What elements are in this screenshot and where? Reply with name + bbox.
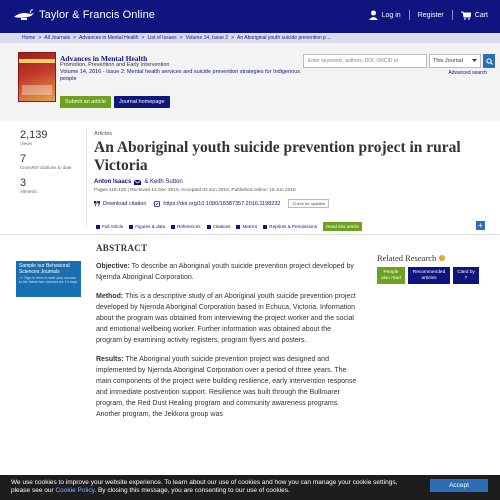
breadcrumb-separator: > [231, 35, 235, 41]
metric-altmetric-value: 3 [20, 177, 27, 189]
cookie-text-line1: We use cookies to improve your website experience. To learn about our use of cookies and how you can manage your cookie settings, [11, 479, 398, 486]
article-authors [94, 179, 484, 185]
tab-label: Full Article [102, 224, 124, 229]
submit-article-button[interactable]: Submit an article [60, 96, 111, 108]
journal-header [0, 43, 500, 121]
brand-name: Taylor & Francis Online [39, 9, 156, 21]
breadcrumb-all-journals[interactable]: All Journals [44, 35, 71, 41]
tab-people-also-read[interactable]: People also read [377, 267, 405, 284]
image-icon [129, 225, 133, 229]
metric-views [20, 130, 82, 146]
cookie-banner [0, 475, 500, 500]
breadcrumb-separator: > [38, 35, 42, 41]
cookie-text-pre: please see our [11, 486, 56, 494]
advanced-search-link[interactable]: Advanced search [448, 70, 487, 76]
tab-label: Figures & data [135, 224, 166, 229]
brand-logo[interactable] [13, 8, 155, 22]
tab-label: References [177, 224, 201, 229]
search-input[interactable]: Enter keywords, authors, DOI, ORCID et [303, 54, 427, 68]
breadcrumb-separator: > [141, 35, 145, 41]
tab-label: Citations [212, 224, 231, 229]
related-tabs [377, 267, 485, 284]
author-link[interactable]: Anton Isaacs [94, 179, 132, 185]
tab-reprints[interactable] [263, 224, 317, 229]
related-heading: Related Research [377, 253, 437, 263]
cart-link[interactable] [461, 11, 488, 20]
divider [86, 128, 87, 228]
article-title: An Aboriginal youth suicide prevention project in rural Victoria [94, 139, 461, 174]
related-heading-row [377, 253, 485, 263]
metric-altmetric-label: Altmetric [20, 189, 38, 194]
references-icon [171, 225, 175, 229]
doi-link[interactable] [154, 201, 280, 207]
tab-recommended-articles[interactable]: Recommended articles [408, 267, 450, 284]
breadcrumb-issues[interactable]: List of Issues [147, 35, 177, 41]
lamp-icon [13, 8, 35, 22]
cookie-text-line2 [11, 487, 489, 495]
abstract-results [96, 354, 358, 420]
search-button[interactable] [483, 54, 495, 68]
abstract-method [96, 291, 358, 346]
breadcrumb-separator: > [179, 35, 183, 41]
tab-references[interactable] [171, 224, 201, 229]
document-icon [96, 225, 100, 229]
metric-views-label: Views [20, 141, 32, 146]
objective-text: To describe an Aboriginal youth suicide prevention project developed by Njernda Aboriginal Corporation. [96, 263, 354, 281]
download-citation-link[interactable] [94, 201, 146, 207]
citations-icon [207, 225, 211, 229]
divider [452, 10, 453, 20]
method-text: This is a descriptive study of an Aboriginal youth suicide prevention project developed by Njernda Aboriginal Corporation based in Echuca, Victoria. Information about the program was obtained from interviewing the project worker and the social and emotional wellbeing worker. Further information was obtained about the program by examining activity registers, program flyers and posters. [96, 293, 356, 344]
search-icon [486, 58, 493, 65]
info-icon[interactable]: i [439, 255, 445, 261]
accept-cookies-button[interactable]: Accept [430, 479, 488, 492]
doi-label: https://doi.org/10.1080/18387357.2016.1198232 [163, 200, 281, 207]
tab-full-article[interactable] [96, 224, 123, 229]
cover-panel [22, 85, 52, 95]
quote-icon [94, 201, 100, 206]
tab-citations[interactable] [207, 224, 231, 229]
plus-icon[interactable]: + [476, 221, 485, 230]
tab-read-this-article[interactable]: Read this article [323, 222, 362, 231]
cover-band [19, 59, 55, 63]
breadcrumb-volume[interactable]: Volume 14, Issue 2 [185, 35, 229, 41]
search-scope-select[interactable] [429, 54, 481, 68]
breadcrumb-journal[interactable]: Advances in Mental Health [79, 35, 139, 41]
journal-issue-line[interactable]: Volume 14, 2016 - Issue 2: Mental health services and suicide prevention strategies for Indigenous people [60, 69, 301, 82]
tab-figures-data[interactable] [129, 224, 165, 229]
author-link[interactable]: & Keith Sutton [144, 179, 183, 185]
login-label: Log in [381, 11, 401, 19]
tab-cited-by[interactable]: Cited by 7 [453, 267, 479, 284]
abstract-objective [96, 261, 358, 283]
tab-label: Reprints & Permissions [269, 224, 318, 229]
login-link[interactable] [369, 10, 401, 20]
breadcrumb-home[interactable]: Home [22, 35, 36, 41]
cart-icon [461, 11, 471, 20]
journal-subtitle: Promotion, Prevention and Early Intervention [60, 62, 170, 68]
article-tabs [96, 222, 362, 231]
register-link[interactable] [418, 12, 444, 19]
article-pages-dates: Pages 118-125 | Received 14 Dec 2015, Accepted 02 Jun 2016, Published online: 16 Jun 2016 [94, 188, 296, 193]
print-icon [263, 225, 267, 229]
cookie-text-post: . By closing this message, you are consenting to our use of cookies. [94, 486, 290, 494]
search-scope-value: This Journal [433, 58, 463, 64]
tab-label: Metrics [242, 224, 258, 229]
abstract-section [96, 243, 358, 420]
journal-homepage-button[interactable]: Journal homepage [114, 96, 170, 108]
journal-title[interactable]: Advances in Mental Health [60, 54, 148, 63]
ad-subtitle: >> Sign in here to start your access to the latest two volumes for 14 days [19, 276, 78, 285]
cart-label: Cart [474, 11, 488, 19]
envelope-icon[interactable] [134, 180, 141, 185]
register-label: Register [417, 11, 444, 19]
check-updates-badge[interactable]: Check for updates [288, 199, 328, 208]
article-header [94, 131, 484, 208]
divider [409, 10, 410, 20]
metric-crossref[interactable] [20, 154, 82, 170]
metric-crossref-value: 7 [20, 153, 27, 165]
journal-cover-image[interactable] [18, 52, 56, 102]
link-icon [154, 201, 160, 207]
tab-metrics[interactable] [236, 224, 257, 229]
breadcrumb [0, 33, 500, 43]
user-icon [369, 10, 378, 20]
results-label: Results: [96, 356, 124, 363]
abstract-heading: ABSTRACT [96, 243, 148, 253]
metric-crossref-label: CrossRef citations to date [20, 165, 72, 170]
objective-label: Objective: [96, 263, 130, 270]
sample-journals-ad[interactable] [16, 261, 81, 297]
ad-title: Sample our Behavioral Sciences Journals [19, 263, 70, 275]
article-type: Articles [94, 131, 113, 137]
breadcrumb-separator: > [73, 35, 77, 41]
results-text: The Aboriginal youth suicide prevention project was designed and implemented by Njernda Aboriginal Corporation over a period of three years. The main components of the project were building resilience, early intervention response and immediate postvention support. Resilience was built through the Bullroarer program, the Red Dust Healing program and community awareness programs. Another program, the Jekkora group was [96, 356, 357, 418]
method-label: Method: [96, 293, 124, 300]
cookie-policy-link[interactable]: Cookie Policy [55, 486, 95, 494]
metric-views-value: 2,139 [20, 129, 48, 141]
article-metrics [20, 130, 82, 202]
top-navigation-bar [0, 0, 500, 33]
breadcrumb-current: An Aboriginal youth suicide prevention p ... [237, 35, 332, 41]
chart-icon [236, 225, 240, 229]
chevron-down-icon [472, 59, 477, 63]
divider [0, 234, 500, 235]
download-citation-label: Download citation [103, 200, 147, 207]
metric-altmetric[interactable] [20, 178, 82, 194]
related-research [377, 253, 485, 284]
